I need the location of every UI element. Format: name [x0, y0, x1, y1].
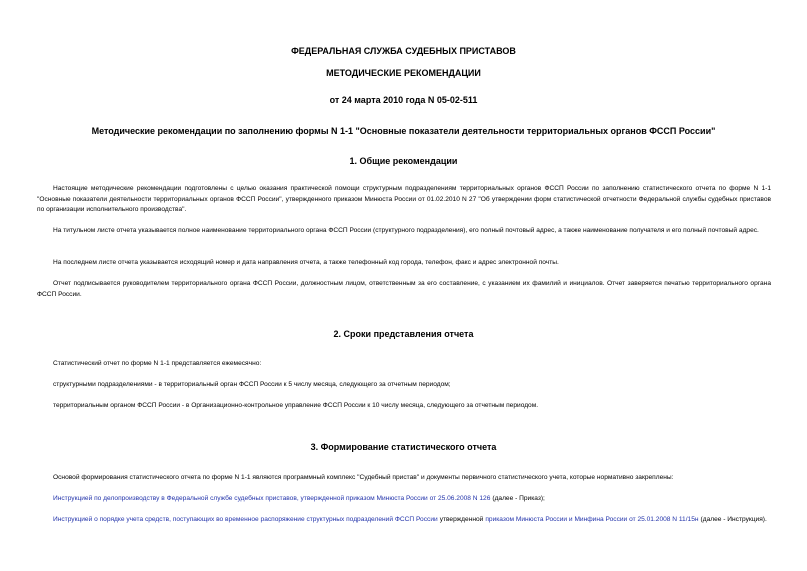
- section-1-paragraph-1: Настоящие методические рекомендации подготовлены с целью оказания практической помощи структурным подразделениям территориальных органов ФССП России по заполнению статистического отчета по форме N 1-1 "Основные показатели деятельности территориальных органов ФССП России", утвержденного приказом Минюста России от 01.02.2010 N 27 "Об утверждении форм статистической отчетности Федеральной службы судебных приставов по организации исполнительного производства".: [37, 185, 771, 213]
- instruction-funds-accounting-link[interactable]: Инструкцией о порядке учета средств, поступающих во временное распоряжение структурных подразделений ФССП России: [53, 516, 438, 523]
- joint-order-link[interactable]: приказом Минюста России и Минфина России от 25.01.2008 N 11/15н: [485, 516, 699, 523]
- doc-title: Методические рекомендации по заполнению формы N 1-1 "Основные показатели деятельности территориальных органов ФССП России": [91, 126, 716, 136]
- section-2-paragraph-1: Статистический отчет по форме N 1-1 представляется ежемесячно:: [53, 360, 262, 367]
- approved-text: утвержденной: [439, 516, 484, 523]
- section-3-heading: 3. Формирование статистического отчета: [310, 442, 497, 452]
- doc-date-number: от 24 марта 2010 года N 05-02-511: [329, 95, 478, 105]
- section-1-paragraph-3: На последнем листе отчета указывается исходящий номер и дата направления отчета, а также телефонный код города, телефон, факс и адрес электронной почты.: [53, 259, 559, 266]
- section-1-paragraph-2: На титульном листе отчета указывается полное наименование территориального органа ФССП России (структурного подразделения), его полный почтовый адрес, а также наименование получателя и его полный почтовый адрес.: [53, 227, 759, 234]
- instruction-office-work-link[interactable]: Инструкцией по делопроизводству в Федеральной службе судебных приставов, утвержденной приказом Минюста России от 25.06.2008 N 126: [53, 495, 491, 502]
- order-abbrev-text: (далее - Приказ);: [492, 495, 545, 502]
- section-1-paragraph-4: Отчет подписывается руководителем территориального органа ФССП России, должностным лицом, ответственным за его составление, с указанием их фамилий и инициалов. Отчет заверяется печатью территориального органа ФССП России.: [37, 280, 771, 298]
- section-2-paragraph-2: структурными подразделениями - в территориальный орган ФССП России к 5 числу месяца, следующего за отчетным периодом;: [53, 381, 451, 388]
- section-1-heading: 1. Общие рекомендации: [349, 156, 458, 166]
- instruction-abbrev-text: (далее - Инструкция).: [700, 516, 767, 523]
- section-3-paragraph-2: [37, 494, 771, 505]
- section-2-paragraph-3: территориальным органом ФССП России - в Организационно-контрольное управление ФССП России к 10 числу месяца, следующего за отчетным периодом.: [53, 402, 539, 409]
- doc-type: МЕТОДИЧЕСКИЕ РЕКОМЕНДАЦИИ: [326, 68, 481, 78]
- org-title: ФЕДЕРАЛЬНАЯ СЛУЖБА СУДЕБНЫХ ПРИСТАВОВ: [291, 46, 516, 56]
- section-3-paragraph-1: Основой формирования статистического отчета по форме N 1-1 являются программный комплекс "Судебный пристав" и документы первичного статистического учета, которые нормативно закреплены:: [53, 474, 674, 481]
- section-2-heading: 2. Сроки представления отчета: [333, 329, 474, 339]
- section-3-paragraph-3: [37, 515, 771, 526]
